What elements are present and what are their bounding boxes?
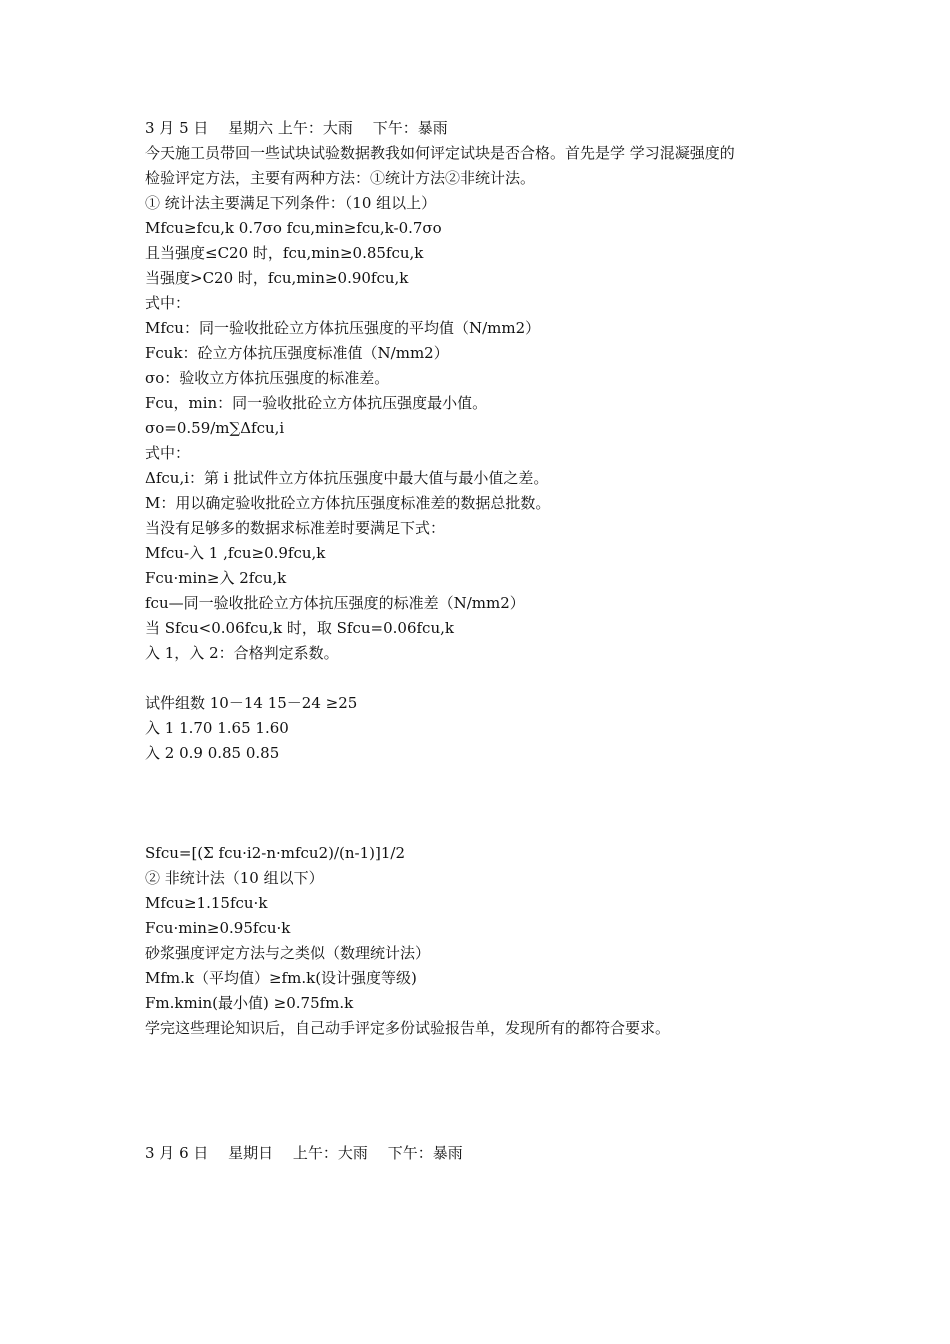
sfcu-formula: Sfcu=[(Σ fcu·i2-n·mfcu2)/(n-1)]1/2 bbox=[145, 844, 406, 862]
non-statistical-title: ② 非统计法（10 组以下） bbox=[145, 869, 324, 887]
diary-content bbox=[145, 116, 825, 1166]
definition-fcuk: Fcuk：砼立方体抗压强度标准值（N/mm2） bbox=[145, 344, 449, 362]
blank-line bbox=[145, 666, 825, 691]
formula-lambda-1: Mfcu-入 1 ,fcu≥0.9fcu,k bbox=[145, 544, 326, 562]
non-statistical-formula-1: Mfcu≥1.15fcu·k bbox=[145, 894, 268, 912]
intro-paragraph-line-2: 检验评定方法，主要有两种方法：①统计方法②非统计法。 bbox=[145, 169, 536, 187]
condition-formula-2: 且当强度≤C20 时，fcu,min≥0.85fcu,k bbox=[145, 244, 424, 262]
entry-header-mar6: 3 月 6 日 星期日 上午：大雨 下午：暴雨 bbox=[145, 1144, 463, 1162]
definition-fcu-std: fcu—同一验收批砼立方体抗压强度的标准差（N/mm2） bbox=[145, 594, 525, 612]
sigma-formula: σo=0.59/m∑Δfcu,i bbox=[145, 419, 285, 437]
mortar-note: 砂浆强度评定方法与之类似（数理统计法） bbox=[145, 944, 431, 962]
insufficient-data-note: 当没有足够多的数据求标准差时要满足下式： bbox=[145, 519, 446, 537]
non-statistical-formula-2: Fcu·min≥0.95fcu·k bbox=[145, 919, 291, 937]
definition-sigma: σo：验收立方体抗压强度的标准差。 bbox=[145, 369, 390, 387]
intro-paragraph-line-1: 今天施工员带回一些试块试验数据教我如何评定试块是否合格。首先是学 学习混凝强度的 bbox=[145, 144, 735, 162]
definition-delta: Δfcu,i：第 i 批试件立方体抗压强度中最大值与最小值之差。 bbox=[145, 469, 549, 487]
blank-gap bbox=[145, 766, 825, 841]
lambda-definition: 入 1，入 2：合格判定系数。 bbox=[145, 644, 339, 662]
coefficient-table-header: 试件组数 10－14 15－24 ≥25 bbox=[145, 694, 358, 712]
sfcu-rule: 当 Sfcu<0.06fcu,k 时，取 Sfcu=0.06fcu,k bbox=[145, 619, 454, 637]
mortar-formula-2: Fm.kmin(最小值) ≥0.75fm.k bbox=[145, 994, 354, 1012]
mortar-formula-1: Mfm.k（平均值）≥fm.k(设计强度等级) bbox=[145, 969, 417, 987]
condition-formula-1: Mfcu≥fcu,k 0.7σo fcu,min≥fcu,k-0.7σo bbox=[145, 219, 442, 237]
definition-mfcu: Mfcu：同一验收批砼立方体抗压强度的平均值（N/mm2） bbox=[145, 319, 541, 337]
definition-m: M：用以确定验收批砼立方体抗压强度标准差的数据总批数。 bbox=[145, 494, 551, 512]
coefficient-table-row: 入 1 1.70 1.65 1.60 bbox=[145, 719, 289, 737]
formula-lambda-2: Fcu·min≥入 2fcu,k bbox=[145, 569, 287, 587]
condition-formula-3: 当强度>C20 时，fcu,min≥0.90fcu,k bbox=[145, 269, 409, 287]
where-label-2: 式中： bbox=[145, 444, 191, 462]
where-label-1: 式中： bbox=[145, 294, 191, 312]
coefficient-table-row: 入 2 0.9 0.85 0.85 bbox=[145, 744, 280, 762]
blank-gap bbox=[145, 1041, 825, 1141]
definition-fcumin: Fcu，min：同一验收批砼立方体抗压强度最小值。 bbox=[145, 394, 488, 412]
statistical-method-title: ① 统计法主要满足下列条件：（10 组以上） bbox=[145, 194, 437, 212]
conclusion: 学完这些理论知识后，自己动手评定多份试验报告单，发现所有的都符合要求。 bbox=[145, 1019, 671, 1037]
entry-header-mar5: 3 月 5 日 星期六 上午：大雨 下午：暴雨 bbox=[145, 119, 448, 137]
